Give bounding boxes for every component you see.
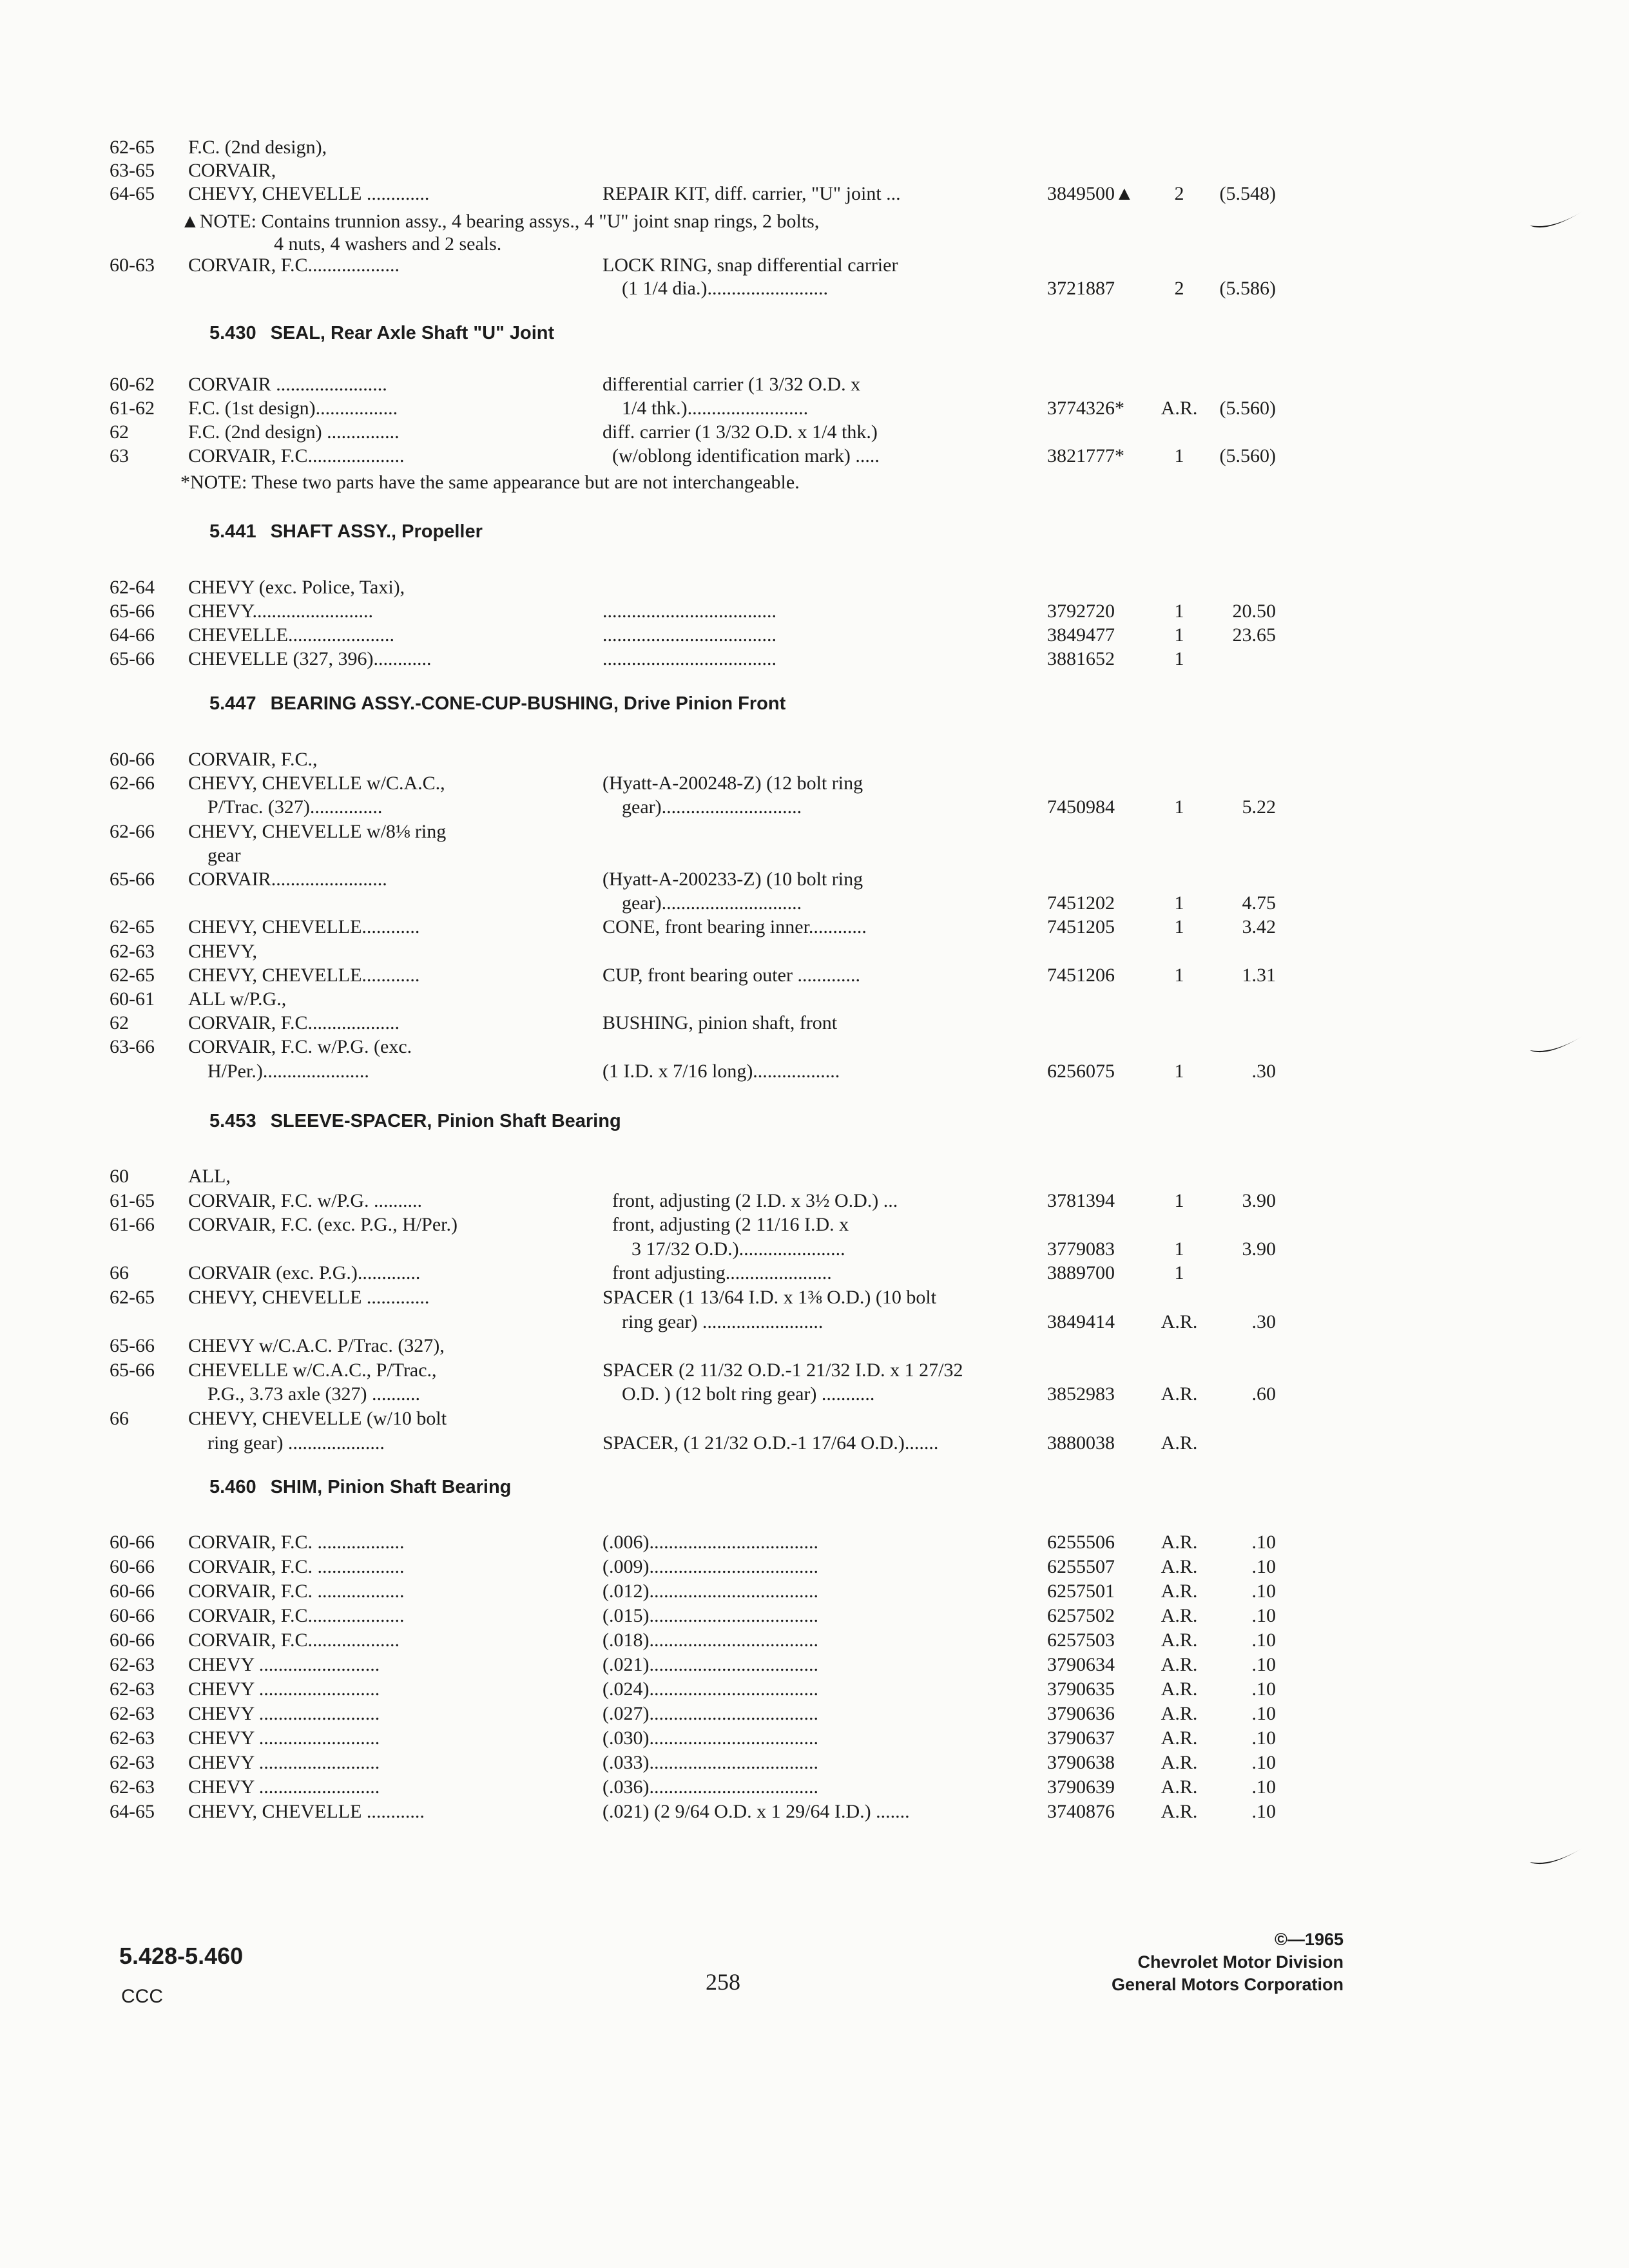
part-pn: 3790636 bbox=[1047, 1703, 1115, 1724]
part-desc: O.D. ) (12 bolt ring gear) ........... bbox=[602, 1383, 875, 1405]
part-model: CHEVY ......................... bbox=[188, 1727, 380, 1749]
part-price: .10 bbox=[1251, 1776, 1276, 1798]
binder-hole-mark bbox=[1527, 200, 1585, 238]
part-yr: 60-66 bbox=[110, 1629, 155, 1651]
part-yr: 60-66 bbox=[110, 1556, 155, 1577]
part-price: .30 bbox=[1251, 1311, 1276, 1332]
part-yr: 60-66 bbox=[110, 1581, 155, 1602]
part-yr: 62 bbox=[110, 421, 129, 443]
part-qty: A.R. bbox=[1161, 1532, 1198, 1553]
part-model: CHEVY w/C.A.C. P/Trac. (327), bbox=[188, 1335, 445, 1356]
part-desc: differential carrier (1 3/32 O.D. x bbox=[602, 374, 861, 395]
part-price: (5.560) bbox=[1219, 445, 1276, 466]
part-pn: 3849477 bbox=[1047, 624, 1115, 646]
part-model: ALL w/P.G., bbox=[188, 988, 287, 1010]
section-title: SEAL, Rear Axle Shaft "U" Joint bbox=[270, 323, 555, 343]
part-yr: 63-65 bbox=[110, 160, 155, 181]
part-price: .60 bbox=[1251, 1383, 1276, 1405]
part-model: ring gear) .................... bbox=[188, 1432, 385, 1454]
part-yr: 62-63 bbox=[110, 1654, 155, 1675]
part-yr: 62-66 bbox=[110, 773, 155, 794]
part-model: P/Trac. (327)............... bbox=[188, 796, 383, 818]
part-qty: A.R. bbox=[1161, 1432, 1198, 1454]
part-model: CHEVY, CHEVELLE............ bbox=[188, 965, 420, 986]
part-desc: (1 I.D. x 7/16 long).................. bbox=[602, 1061, 840, 1082]
part-desc: (.021)................................... bbox=[602, 1654, 818, 1675]
part-desc: gear)............................. bbox=[602, 796, 802, 818]
part-yr: 62-63 bbox=[110, 941, 155, 962]
part-price: .10 bbox=[1251, 1556, 1276, 1577]
part-model: CORVAIR, F.C.................... bbox=[188, 445, 405, 466]
part-yr: 66 bbox=[110, 1408, 129, 1429]
part-pn: 3790635 bbox=[1047, 1678, 1115, 1700]
part-qty: A.R. bbox=[1161, 1678, 1198, 1700]
part-price: .10 bbox=[1251, 1801, 1276, 1822]
part-yr: 61-66 bbox=[110, 1214, 155, 1235]
part-price: 3.90 bbox=[1242, 1238, 1276, 1260]
part-model: F.C. (2nd design) ............... bbox=[188, 421, 400, 443]
part-yr: 62-63 bbox=[110, 1703, 155, 1724]
part-pn: 3779083 bbox=[1047, 1238, 1115, 1260]
part-model: CORVAIR ....................... bbox=[188, 374, 387, 395]
part-model: CORVAIR, F.C. w/P.G. (exc. bbox=[188, 1036, 412, 1057]
part-pn: 3889700 bbox=[1047, 1262, 1115, 1283]
part-desc: .................................... bbox=[602, 624, 776, 646]
part-pn: 3790634 bbox=[1047, 1654, 1115, 1675]
part-yr: 60-66 bbox=[110, 749, 155, 770]
part-pn: 3849414 bbox=[1047, 1311, 1115, 1332]
part-desc: CUP, front bearing outer ............. bbox=[602, 965, 860, 986]
part-model: gear bbox=[188, 845, 241, 866]
part-model: CHEVY, CHEVELLE ............. bbox=[188, 183, 430, 204]
note-line: 4 nuts, 4 washers and 2 seals. bbox=[274, 233, 502, 255]
part-model: CHEVY ......................... bbox=[188, 1654, 380, 1675]
part-qty: 1 bbox=[1174, 892, 1184, 914]
part-price: .10 bbox=[1251, 1605, 1276, 1626]
part-qty: A.R. bbox=[1161, 1605, 1198, 1626]
part-qty: A.R. bbox=[1161, 1654, 1198, 1675]
part-desc: (.030)................................... bbox=[602, 1727, 818, 1749]
part-model: CHEVY (exc. Police, Taxi), bbox=[188, 577, 405, 598]
part-qty: A.R. bbox=[1161, 1703, 1198, 1724]
part-price: .10 bbox=[1251, 1703, 1276, 1724]
part-model: CHEVY, CHEVELLE w/8⅛ ring bbox=[188, 821, 447, 842]
part-qty: 1 bbox=[1174, 916, 1184, 937]
part-model: CHEVELLE w/C.A.C., P/Trac., bbox=[188, 1360, 437, 1381]
section-title: SHIM, Pinion Shaft Bearing bbox=[270, 1477, 512, 1497]
part-desc: gear)............................. bbox=[602, 892, 802, 914]
part-model: CHEVELLE (327, 396)............ bbox=[188, 648, 432, 669]
section-header-5-453 bbox=[209, 1108, 621, 1134]
part-yr: 64-65 bbox=[110, 183, 155, 204]
part-price: (5.560) bbox=[1219, 398, 1276, 419]
part-model: CHEVY ......................... bbox=[188, 1776, 380, 1798]
part-yr: 60 bbox=[110, 1166, 129, 1187]
part-yr: 65-66 bbox=[110, 869, 155, 890]
section-number: 5.441 bbox=[209, 521, 256, 542]
part-desc: BUSHING, pinion shaft, front bbox=[602, 1012, 838, 1033]
part-yr: 62-63 bbox=[110, 1727, 155, 1749]
section-title: SLEEVE-SPACER, Pinion Shaft Bearing bbox=[270, 1111, 621, 1131]
part-desc: (.018)................................... bbox=[602, 1629, 818, 1651]
part-desc: 3 17/32 O.D.)...................... bbox=[602, 1238, 845, 1260]
part-price: 5.22 bbox=[1242, 796, 1276, 818]
part-yr: 63 bbox=[110, 445, 129, 466]
part-desc: (Hyatt-A-200233-Z) (10 bolt ring bbox=[602, 869, 863, 890]
part-price: 23.65 bbox=[1232, 624, 1276, 646]
part-yr: 64-65 bbox=[110, 1801, 155, 1822]
page-range: 5.428-5.460 bbox=[119, 1943, 244, 1969]
part-price: 3.42 bbox=[1242, 916, 1276, 937]
part-price: .10 bbox=[1251, 1629, 1276, 1651]
part-yr: 60-61 bbox=[110, 988, 155, 1010]
part-desc: (.033)................................... bbox=[602, 1752, 818, 1773]
part-qty: 1 bbox=[1174, 1190, 1184, 1211]
part-desc: CONE, front bearing inner............ bbox=[602, 916, 867, 937]
part-yr: 60-66 bbox=[110, 1532, 155, 1553]
part-pn: 3852983 bbox=[1047, 1383, 1115, 1405]
part-qty: A.R. bbox=[1161, 1383, 1198, 1405]
part-pn: 6257502 bbox=[1047, 1605, 1115, 1626]
part-desc: (.021) (2 9/64 O.D. x 1 29/64 I.D.) ....... bbox=[602, 1801, 910, 1822]
part-pn: 7450984 bbox=[1047, 796, 1115, 818]
part-model: CORVAIR, F.C. .................. bbox=[188, 1556, 405, 1577]
part-pn: 7451206 bbox=[1047, 965, 1115, 986]
part-model: CHEVY......................... bbox=[188, 601, 373, 622]
part-yr: 62-65 bbox=[110, 916, 155, 937]
part-pn: 3790639 bbox=[1047, 1776, 1115, 1798]
part-qty: 1 bbox=[1174, 445, 1184, 466]
section-header-5-447 bbox=[209, 691, 786, 716]
part-qty: 1 bbox=[1174, 624, 1184, 646]
part-price: .10 bbox=[1251, 1532, 1276, 1553]
part-price: 3.90 bbox=[1242, 1190, 1276, 1211]
part-model: CORVAIR (exc. P.G.)............. bbox=[188, 1262, 421, 1283]
part-desc: SPACER (2 11/32 O.D.-1 21/32 I.D. x 1 27/32 bbox=[602, 1360, 963, 1381]
part-pn: 3790638 bbox=[1047, 1752, 1115, 1773]
part-yr: 61-65 bbox=[110, 1190, 155, 1211]
part-model: CHEVY, CHEVELLE............ bbox=[188, 916, 420, 937]
part-model: CHEVELLE...................... bbox=[188, 624, 394, 646]
section-header-5-430 bbox=[209, 320, 554, 346]
part-pn: 3849500▲ bbox=[1047, 183, 1134, 204]
part-qty: 1 bbox=[1174, 796, 1184, 818]
part-price: 1.31 bbox=[1242, 965, 1276, 986]
part-model: ALL, bbox=[188, 1166, 231, 1187]
part-yr: 62 bbox=[110, 1012, 129, 1033]
part-pn: 3790637 bbox=[1047, 1727, 1115, 1749]
part-qty: 1 bbox=[1174, 1262, 1184, 1283]
part-yr: 62-63 bbox=[110, 1752, 155, 1773]
part-price: .10 bbox=[1251, 1654, 1276, 1675]
note-line: ▲NOTE: Contains trunnion assy., 4 bearing assys., 4 "U" joint snap rings, 2 bolts, bbox=[180, 211, 820, 232]
part-model: CORVAIR, bbox=[188, 160, 276, 181]
part-yr: 65-66 bbox=[110, 1360, 155, 1381]
part-yr: 62-63 bbox=[110, 1678, 155, 1700]
part-desc: diff. carrier (1 3/32 O.D. x 1/4 thk.) bbox=[602, 421, 878, 443]
part-yr: 65-66 bbox=[110, 601, 155, 622]
part-model: CORVAIR, F.C................... bbox=[188, 1012, 400, 1033]
part-model: CHEVY, CHEVELLE ............. bbox=[188, 1287, 430, 1308]
part-desc: (.009)................................... bbox=[602, 1556, 818, 1577]
part-price: (5.586) bbox=[1219, 278, 1276, 299]
part-yr: 66 bbox=[110, 1262, 129, 1283]
section-title: SHAFT ASSY., Propeller bbox=[270, 521, 483, 542]
part-model: F.C. (2nd design), bbox=[188, 137, 327, 158]
part-qty: 2 bbox=[1174, 183, 1184, 204]
part-model: CORVAIR, F.C. (exc. P.G., H/Per.) bbox=[188, 1214, 458, 1235]
part-qty: 1 bbox=[1174, 1061, 1184, 1082]
division-name: Chevrolet Motor Division bbox=[1137, 1952, 1344, 1972]
part-yr: 62-65 bbox=[110, 1287, 155, 1308]
part-price: 4.75 bbox=[1242, 892, 1276, 914]
part-desc: (Hyatt-A-200248-Z) (12 bolt ring bbox=[602, 773, 863, 794]
part-desc: (w/oblong identification mark) ..... bbox=[602, 445, 880, 466]
binder-hole-mark bbox=[1527, 1024, 1585, 1063]
part-pn: 3792720 bbox=[1047, 601, 1115, 622]
part-yr: 61-62 bbox=[110, 398, 155, 419]
part-yr: 62-63 bbox=[110, 1776, 155, 1798]
catalog-code: CCC bbox=[121, 1986, 163, 2007]
part-yr: 64-66 bbox=[110, 624, 155, 646]
part-desc: (.012)................................... bbox=[602, 1581, 818, 1602]
part-pn: 6257503 bbox=[1047, 1629, 1115, 1651]
part-desc: (.027)................................... bbox=[602, 1703, 818, 1724]
part-desc: (.036)................................... bbox=[602, 1776, 818, 1798]
binder-hole-mark bbox=[1527, 1836, 1585, 1875]
part-qty: A.R. bbox=[1161, 1581, 1198, 1602]
section-number: 5.453 bbox=[209, 1111, 256, 1131]
part-model: CORVAIR, F.C., bbox=[188, 749, 318, 770]
part-model: F.C. (1st design)................. bbox=[188, 398, 398, 419]
part-price: .10 bbox=[1251, 1581, 1276, 1602]
corporation-name: General Motors Corporation bbox=[1111, 1975, 1344, 1994]
part-desc: (.024)................................... bbox=[602, 1678, 818, 1700]
part-yr: 62-65 bbox=[110, 965, 155, 986]
part-qty: A.R. bbox=[1161, 1727, 1198, 1749]
part-yr: 62-65 bbox=[110, 137, 155, 158]
part-pn: 3880038 bbox=[1047, 1432, 1115, 1454]
part-desc: (.006)................................... bbox=[602, 1532, 818, 1553]
part-yr: 65-66 bbox=[110, 648, 155, 669]
section-header-5-460 bbox=[209, 1474, 511, 1500]
section-number: 5.430 bbox=[209, 323, 256, 343]
part-desc: SPACER (1 13/64 I.D. x 1⅜ O.D.) (10 bolt bbox=[602, 1287, 937, 1308]
part-qty: 1 bbox=[1174, 965, 1184, 986]
part-desc: (.015)................................... bbox=[602, 1605, 818, 1626]
part-desc: LOCK RING, snap differential carrier bbox=[602, 255, 898, 276]
part-yr: 60-62 bbox=[110, 374, 155, 395]
part-desc: SPACER, (1 21/32 O.D.-1 17/64 O.D.)....... bbox=[602, 1432, 939, 1454]
part-yr: 62-66 bbox=[110, 821, 155, 842]
part-model: CORVAIR........................ bbox=[188, 869, 387, 890]
part-model: CORVAIR, F.C.................... bbox=[188, 1605, 405, 1626]
part-pn: 6257501 bbox=[1047, 1581, 1115, 1602]
page-number: 258 bbox=[706, 1969, 740, 1995]
part-model: CORVAIR, F.C. .................. bbox=[188, 1581, 405, 1602]
part-pn: 7451202 bbox=[1047, 892, 1115, 914]
part-price: .30 bbox=[1251, 1061, 1276, 1082]
part-desc: (1 1/4 dia.)......................... bbox=[602, 278, 828, 299]
section-number: 5.460 bbox=[209, 1477, 256, 1497]
part-model: P.G., 3.73 axle (327) .......... bbox=[188, 1383, 420, 1405]
part-pn: 7451205 bbox=[1047, 916, 1115, 937]
part-pn: 3821777* bbox=[1047, 445, 1124, 466]
section-title: BEARING ASSY.-CONE-CUP-BUSHING, Drive Pinion Front bbox=[270, 693, 786, 714]
part-qty: A.R. bbox=[1161, 1311, 1198, 1332]
part-yr: 60-63 bbox=[110, 255, 155, 276]
part-model: CORVAIR, F.C. w/P.G. .......... bbox=[188, 1190, 423, 1211]
part-pn: 3740876 bbox=[1047, 1801, 1115, 1822]
part-qty: A.R. bbox=[1161, 1776, 1198, 1798]
part-model: CHEVY, CHEVELLE w/C.A.C., bbox=[188, 773, 445, 794]
part-price: .10 bbox=[1251, 1752, 1276, 1773]
part-pn: 6256075 bbox=[1047, 1061, 1115, 1082]
part-model: CHEVY, CHEVELLE (w/10 bolt bbox=[188, 1408, 447, 1429]
part-pn: 3781394 bbox=[1047, 1190, 1115, 1211]
part-model: CHEVY ......................... bbox=[188, 1703, 380, 1724]
part-pn: 6255507 bbox=[1047, 1556, 1115, 1577]
part-qty: 1 bbox=[1174, 601, 1184, 622]
part-desc: .................................... bbox=[602, 648, 776, 669]
part-model: CHEVY ......................... bbox=[188, 1678, 380, 1700]
part-price: .10 bbox=[1251, 1678, 1276, 1700]
part-desc: front, adjusting (2 11/16 I.D. x bbox=[602, 1214, 849, 1235]
part-yr: 62-64 bbox=[110, 577, 155, 598]
part-qty: A.R. bbox=[1161, 1629, 1198, 1651]
part-yr: 63-66 bbox=[110, 1036, 155, 1057]
part-desc: front, adjusting (2 I.D. x 3½ O.D.) ... bbox=[602, 1190, 898, 1211]
part-desc: front adjusting...................... bbox=[602, 1262, 832, 1283]
part-qty: 1 bbox=[1174, 648, 1184, 669]
part-yr: 60-66 bbox=[110, 1605, 155, 1626]
part-price: (5.548) bbox=[1219, 183, 1276, 204]
part-qty: 2 bbox=[1174, 278, 1184, 299]
section-number: 5.447 bbox=[209, 693, 256, 714]
part-desc: 1/4 thk.)......................... bbox=[602, 398, 809, 419]
part-model: CHEVY, CHEVELLE ............ bbox=[188, 1801, 425, 1822]
part-pn: 3881652 bbox=[1047, 648, 1115, 669]
part-qty: 1 bbox=[1174, 1238, 1184, 1260]
part-qty: A.R. bbox=[1161, 1801, 1198, 1822]
part-price: 20.50 bbox=[1232, 601, 1276, 622]
part-model: CORVAIR, F.C................... bbox=[188, 1629, 400, 1651]
copyright: ©—1965 bbox=[1275, 1930, 1344, 1949]
part-pn: 3721887 bbox=[1047, 278, 1115, 299]
part-desc: REPAIR KIT, diff. carrier, "U" joint ... bbox=[602, 183, 901, 204]
part-yr: 65-66 bbox=[110, 1335, 155, 1356]
note-line: *NOTE: These two parts have the same appearance but are not interchangeable. bbox=[180, 472, 800, 493]
part-desc: ring gear) ......................... bbox=[602, 1311, 824, 1332]
part-pn: 6255506 bbox=[1047, 1532, 1115, 1553]
part-model: CHEVY ......................... bbox=[188, 1752, 380, 1773]
part-qty: A.R. bbox=[1161, 1752, 1198, 1773]
section-header-5-441 bbox=[209, 519, 483, 544]
part-price: .10 bbox=[1251, 1727, 1276, 1749]
part-model: CORVAIR, F.C................... bbox=[188, 255, 400, 276]
part-model: H/Per.)...................... bbox=[188, 1061, 369, 1082]
part-qty: A.R. bbox=[1161, 398, 1198, 419]
part-desc: .................................... bbox=[602, 601, 776, 622]
part-model: CORVAIR, F.C. .................. bbox=[188, 1532, 405, 1553]
part-qty: A.R. bbox=[1161, 1556, 1198, 1577]
part-pn: 3774326* bbox=[1047, 398, 1124, 419]
part-model: CHEVY, bbox=[188, 941, 257, 962]
